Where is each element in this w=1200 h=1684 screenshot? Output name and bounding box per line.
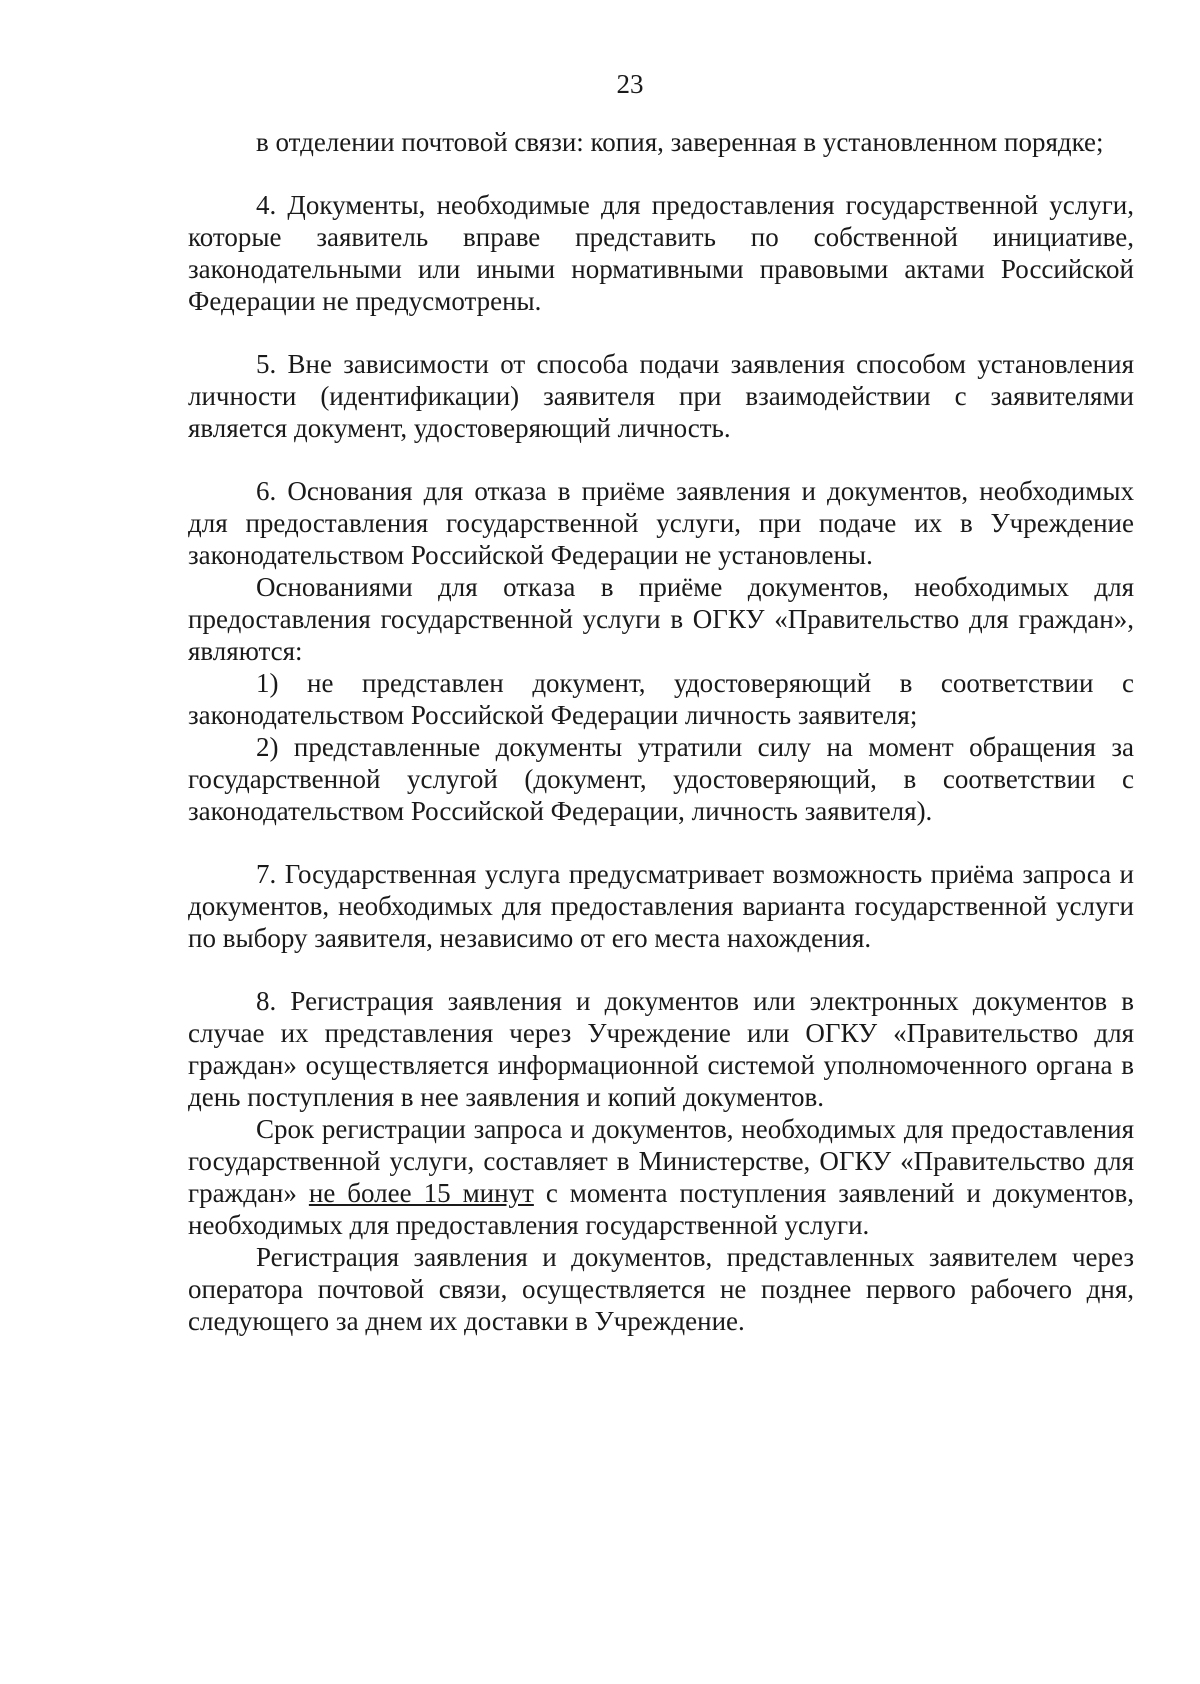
registration-term-text-end: с момента поступления заявлений и документов, необходимых для предоставления государственной услуги.: [188, 1178, 1134, 1240]
paragraph-item-6: 6. Основания для отказа в приёме заявления и документов, необходимых для предоставления государственной услуги, при подаче их в Учреждение законодательством Российской Федерации не установлены.: [188, 476, 1134, 570]
paragraph-item-8: 8. Регистрация заявления и документов или электронных документов в случае их представления через Учреждение или ОГКУ «Правительство для граждан» осуществляется информационной системой уполномоченного органа в день поступления в нее заявления и копий документов.: [188, 986, 1134, 1112]
document-body: [188, 126, 1134, 1337]
registration-term-text-start: Срок регистрации запроса и документов, необходимых для предоставления государственной услуги, составляет в Министерстве, ОГКУ «Правительство для граждан»: [188, 1114, 1134, 1208]
paragraph-registration-term: [188, 1113, 1134, 1241]
paragraph-postal-registration: Регистрация заявления и документов, представленных заявителем через оператора почтовой связи, осуществляется не позднее первого рабочего дня, следующего за днем их доставки в Учреждение.: [188, 1242, 1134, 1336]
list-item-1: 1) не представлен документ, удостоверяющий в соответствии с законодательством Российской Федерации личность заявителя;: [188, 668, 1134, 730]
paragraph-postal-copy: в отделении почтовой связи: копия, заверенная в установленном порядке;: [256, 127, 1104, 157]
paragraph-item-5: 5. Вне зависимости от способа подачи заявления способом установления личности (идентификации) заявителя при взаимодействии с заявителями является документ, удостоверяющий личность.: [188, 349, 1134, 443]
paragraph-refusal-grounds: Основаниями для отказа в приёме документов, необходимых для предоставления государственной услуги в ОГКУ «Правительство для граждан», являются:: [188, 572, 1134, 666]
paragraph-item-7: 7. Государственная услуга предусматривает возможность приёма запроса и документов, необходимых для предоставления варианта государственной услуги по выбору заявителя, независимо от его места нахождения.: [188, 859, 1134, 953]
list-item-2: 2) представленные документы утратили силу на момент обращения за государственной услугой (документ, удостоверяющий, в соответствии с законодательством Российской Федерации, личность заявителя).: [188, 732, 1134, 826]
registration-term-underlined: не более 15 минут: [308, 1178, 534, 1208]
paragraph-item-4: 4. Документы, необходимые для предоставления государственной услуги, которые заявитель вправе представить по собственной инициативе, законодательными или иными нормативными правовыми актами Российской Федерации не предусмотрены.: [188, 190, 1134, 316]
page-number: 23: [616, 69, 644, 99]
